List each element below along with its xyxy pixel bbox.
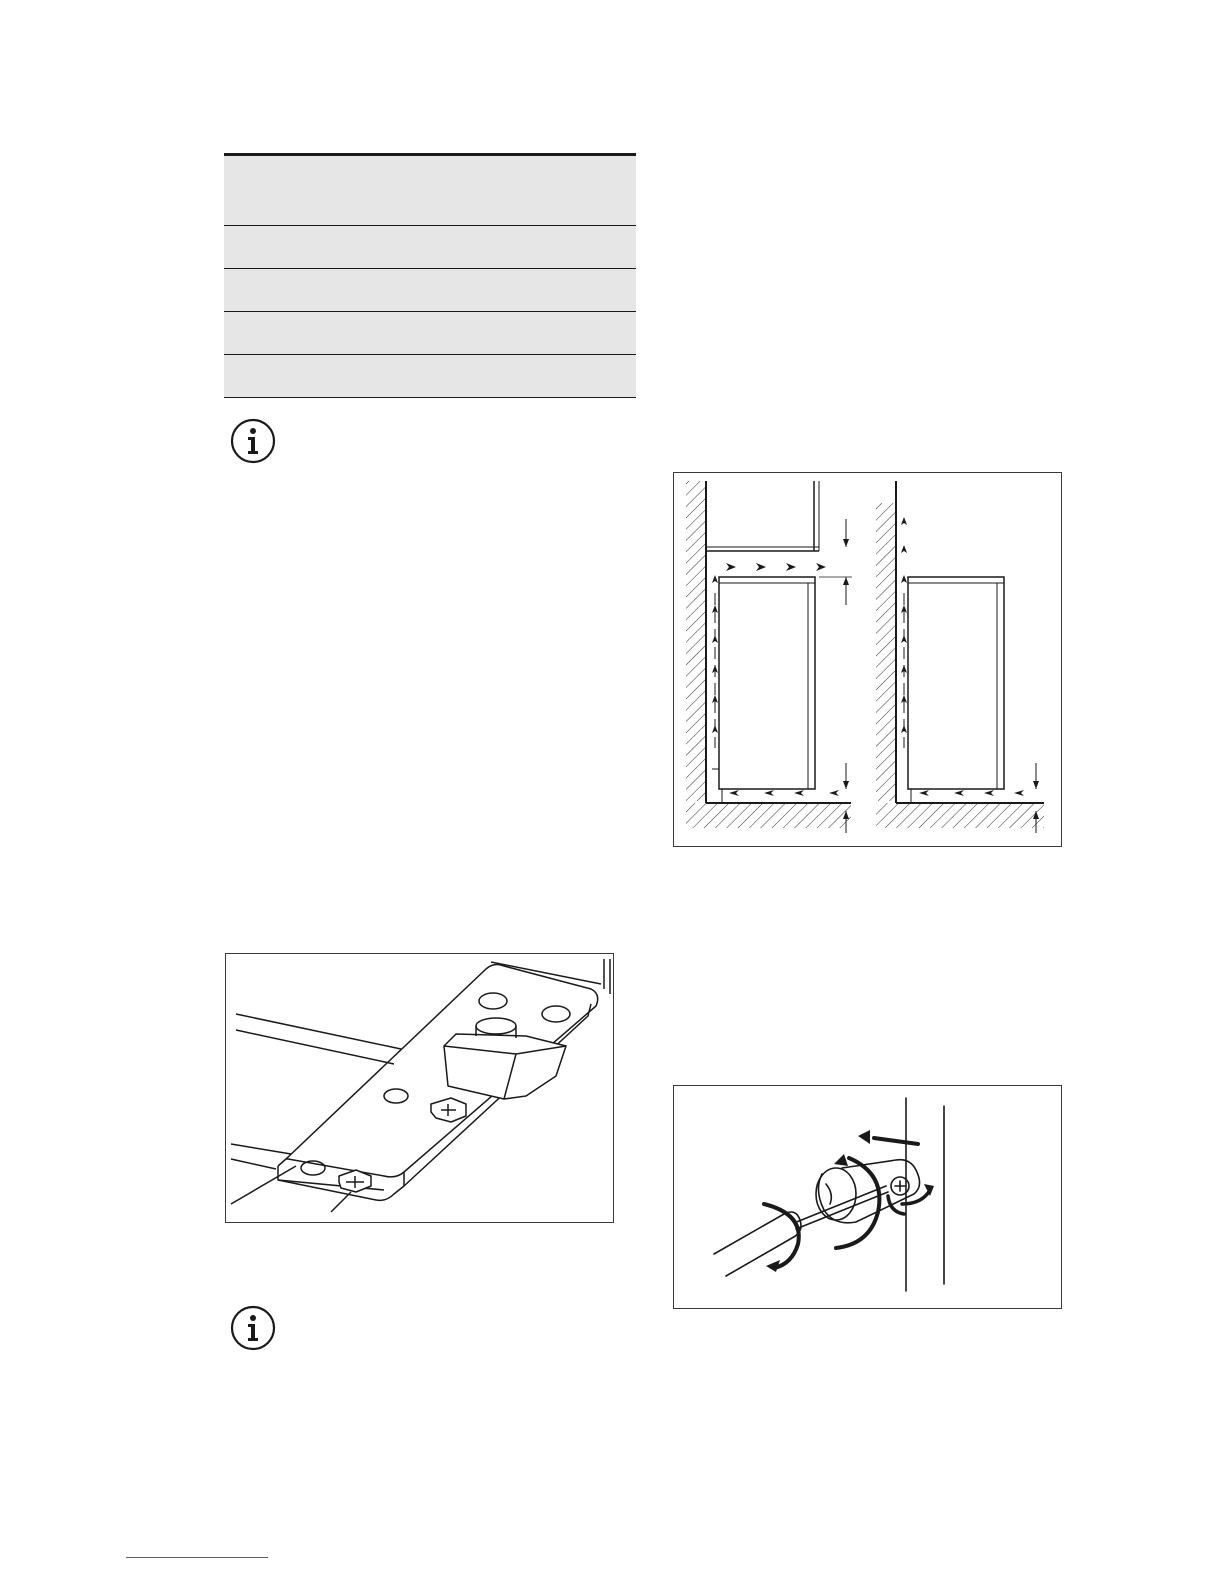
table-bottom-rule	[224, 397, 636, 398]
info-icon	[230, 1305, 276, 1351]
table-row	[224, 268, 636, 311]
table-row	[224, 354, 636, 397]
door-hinge-screwdriver-diagram	[673, 1085, 1062, 1309]
footer-link-underline[interactable]	[126, 1557, 268, 1558]
climate-class-table	[224, 153, 636, 398]
info-icon	[230, 418, 276, 464]
table-row	[224, 225, 636, 268]
table-row	[224, 311, 636, 354]
table-header-row	[224, 153, 636, 225]
ventilation-clearance-diagram	[673, 472, 1062, 847]
adjustable-foot-diagram	[225, 953, 614, 1223]
